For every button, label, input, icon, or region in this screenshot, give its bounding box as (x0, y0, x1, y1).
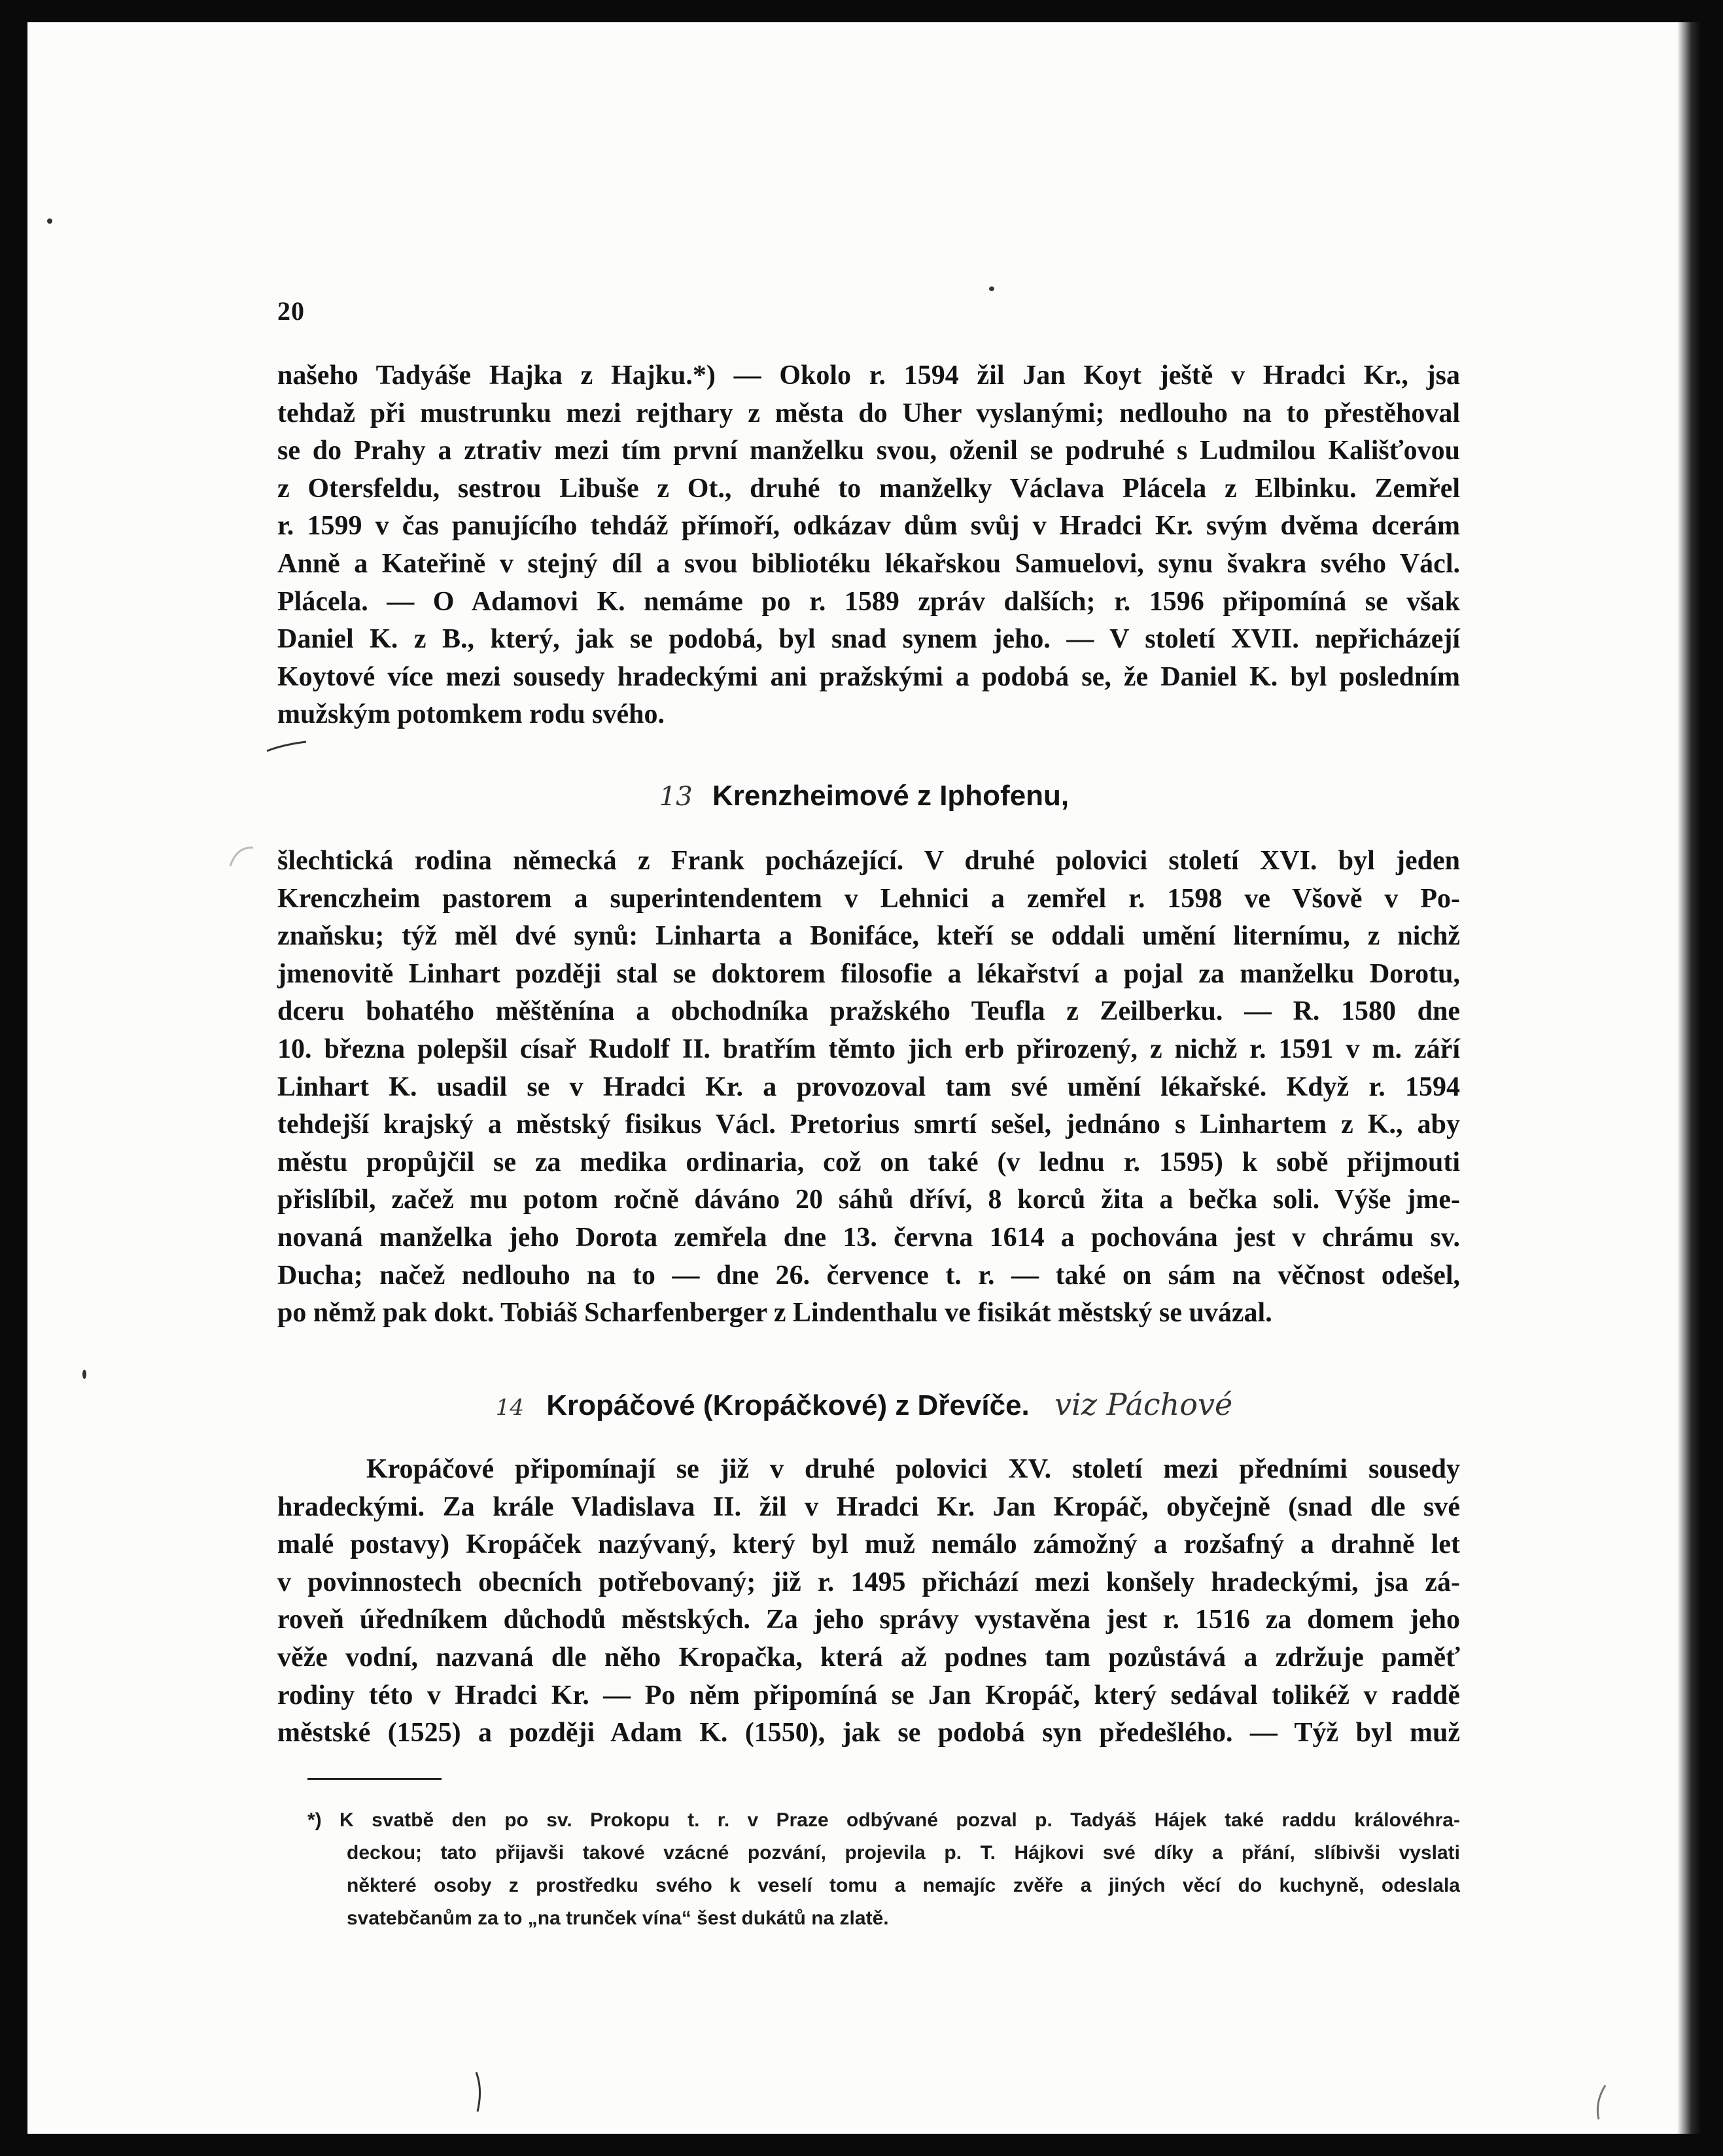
text-line: Kropáčové připomínají se již v druhé polovici XV. století mezi předními sousedy (366, 1454, 1460, 1484)
pencil-tick (470, 2070, 489, 2115)
pencil-tick (1587, 2083, 1613, 2122)
text-line: Krenczheim pastorem a superintendentem v Lehnici a zemřel r. 1598 ve Všově v Po- (277, 883, 1460, 914)
scan-speck (47, 218, 52, 224)
text-line: Linhart K. usadil se v Hradci Kr. a provozoval tam své umění lékařské. Když r. 1594 (277, 1071, 1460, 1102)
text-line: městské (1525) a později Adam K. (1550), jak se podobá syn předešlého. — Týž byl muž (277, 1718, 1460, 1748)
footnote-line: *) K svatbě den po sv. Prokopu t. r. v Praze odbývané pozval p. Tadyáš Hájek také raddu královéhra- (307, 1809, 1460, 1831)
scan-speck (989, 287, 994, 291)
footnote-line: svatebčanům za to „na trunček vína“ šest dukátů na zlatě. (347, 1907, 889, 1929)
text-line: v povinnostech obecních potřebovaný; již r. 1495 přichází mezi konšely hradeckými, jsa zá- (277, 1567, 1460, 1597)
footnote (307, 1804, 1460, 1935)
text-line: tehdaž při mustrunku mezi rejthary z města do Uher vyslanými; nedlouho na to přestěhoval (277, 398, 1460, 428)
text-line: Plácela. — O Adamovi K. nemáme po r. 1589 zpráv dalších; r. 1596 připomíná se však (277, 586, 1460, 617)
footnote-line: některé osoby z prostředku svého k veselí tomu a nemajíc zvěře a jiných věcí do kuchyně, odeslala (347, 1875, 1460, 1896)
footnote-line: deckou; tato přijavši takové vzácné pozvání, projevila p. T. Hájkovi své díky a přání, slíbivši vyslati (347, 1842, 1460, 1864)
text-line: po němž pak dokt. Tobiáš Scharfenberger z Lindenthalu ve fisikát městský se uvázal. (277, 1298, 1272, 1329)
handwritten-number: 13 (659, 782, 693, 812)
text-line: městu propůjčil se za medika ordinaria, což on také (v lednu r. 1595) k sobě přijmouti (277, 1147, 1460, 1177)
text-line: hradeckými. Za krále Vladislava II. žil v Hradci Kr. Jan Kropáč, obyčejně (snad dle své (277, 1491, 1460, 1522)
heading-title: Krenzheimové z Iphofenu, (712, 780, 1070, 812)
scan-speck (82, 1370, 86, 1379)
text-line: rodiny této v Hradci Kr. — Po něm připomíná se Jan Kropáč, který sedával tolikéž v raddě (277, 1680, 1460, 1711)
text-line: Anně a Kateřině v stejný díl a svou bibliotéku lékařskou Samuelovi, synu švakra svého Václ. (277, 548, 1460, 579)
text-line: přislíbil, začež mu potom ročně dáváno 20 sáhů dříví, 8 korců žita a bečka soli. Výše jme- (277, 1185, 1460, 1215)
margin-pencil-mark (224, 840, 263, 873)
section-heading-krenzheim (27, 780, 1701, 812)
text-line: 10. března polepšil císař Rudolf II. bratřím těmto jich erb přirozený, z nichž r. 1591 v m. září (277, 1034, 1460, 1064)
page-number: 20 (277, 296, 305, 326)
text-line: Daniel K. z B., který, jak se podobá, byl snad synem jeho. — V století XVII. nepřicházejí (277, 624, 1460, 655)
paragraph-krenzheim (277, 843, 1460, 1332)
pencil-dash-mark (264, 737, 310, 756)
text-line: šlechtická rodina německá z Frank pocházející. V druhé polovici století XVI. byl jeden (277, 846, 1460, 876)
text-line: Ducha; načež nedlouho na to — dne 26. července t. r. — také on sám na věčnost odešel, (277, 1260, 1460, 1291)
text-line: z Otersfeldu, sestrou Libuše z Ot., druhé to manželky Václava Plácela z Elbinku. Zemřel (277, 473, 1460, 504)
text-line: znaňsku; týž měl dvé synů: Linharta a Bonifáce, kteří se oddali umění liternímu, z nichž (277, 921, 1460, 952)
paragraph-koyt (277, 357, 1460, 734)
text-line: Koytové více mezi sousedy hradeckými ani pražskými a podobá se, že Daniel K. byl posledním (277, 661, 1460, 692)
section-heading-kropac (27, 1387, 1701, 1422)
footnote-rule (307, 1778, 442, 1780)
text-line: věže vodní, nazvaná dle něho Kropačka, která až podnes tam pozůstává a zdržuje paměť (277, 1642, 1460, 1673)
heading-title: Kropáčové (Kropáčkové) z Dřevíče. (546, 1389, 1030, 1421)
text-line: dceru bohatého měštěnína a obchodníka pražského Teufla z Zeilberku. — R. 1580 dne (277, 996, 1460, 1027)
text-line: se do Prahy a ztrativ mezi tím první manželku svou, oženil se podruhé s Ludmilou Kališťovou (277, 436, 1460, 466)
handwritten-number: 14 (495, 1395, 525, 1421)
text-line: mužským potomkem rodu svého. (277, 699, 665, 730)
scanned-page (27, 22, 1701, 2134)
text-line: novaná manželka jeho Dorota zemřela dne 13. června 1614 a pochována jest v chrámu sv. (277, 1222, 1460, 1253)
text-line: našeho Tadyáše Hajka z Hajku.*) — Okolo r. 1594 žil Jan Koyt ještě v Hradci Kr., jsa (277, 360, 1460, 391)
paragraph-kropac (277, 1451, 1460, 1752)
text-line: tehdejší krajský a městský fisikus Václ. Pretorius smrtí sešel, jednáno s Linhartem z K., aby (277, 1109, 1460, 1140)
text-line: roveň úředníkem důchodů městských. Za jeho správy vystavěna jest r. 1516 za domem jeho (277, 1605, 1460, 1635)
text-line: jmenovitě Linhart později stal se doktorem filosofie a lékařství a pojal za manželku Dorotu, (277, 958, 1460, 989)
binding-edge (1677, 22, 1701, 2134)
text-line: malé postavy) Kropáček nazývaný, který byl muž nemálo zámožný a rozšafný a drahně let (277, 1529, 1460, 1560)
text-line: r. 1599 v čas panujícího tehdáž přímoří, odkázav dům svůj v Hradci Kr. svým dvěma dcerám (277, 511, 1460, 542)
handwritten-note: viz Páchové (1054, 1387, 1233, 1422)
